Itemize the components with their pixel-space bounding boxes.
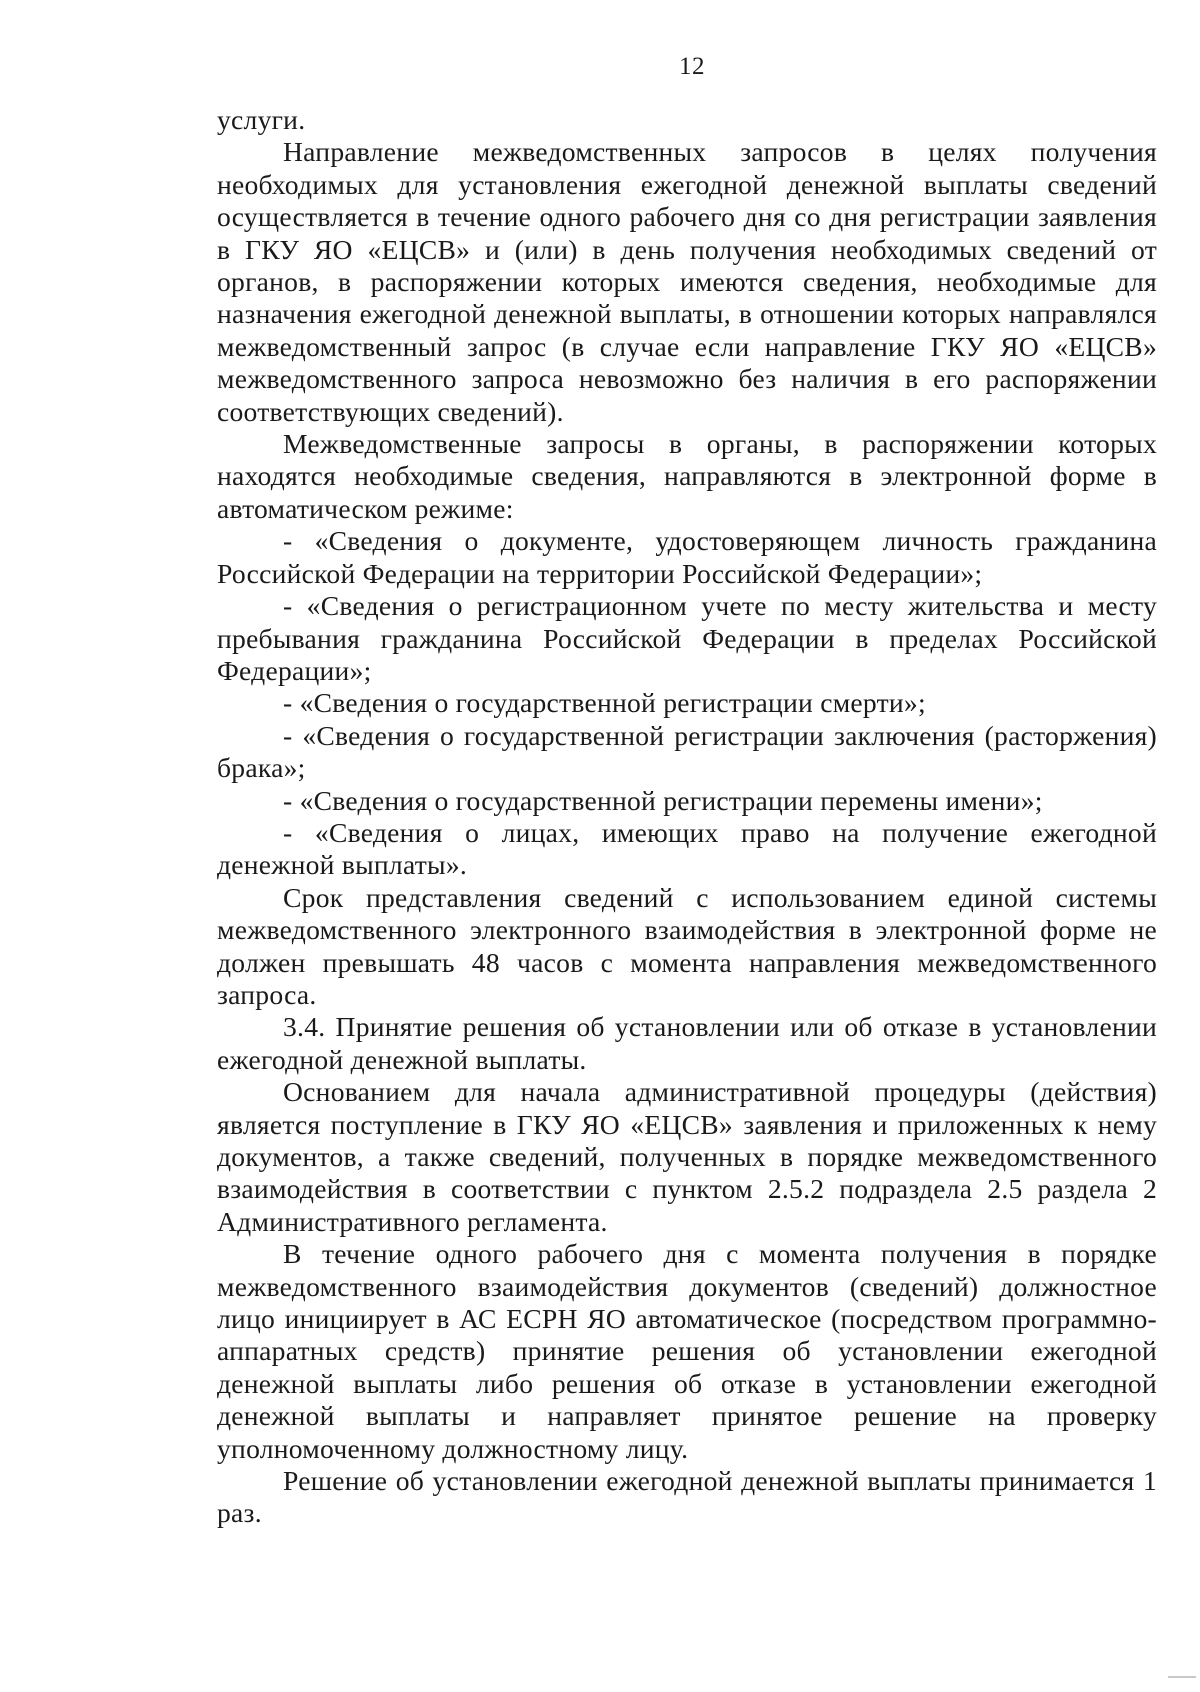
paragraph-continuation: услуги. (217, 104, 306, 135)
paragraph-decision-initiation: В течение одного рабочего дня с момента получения в порядке межведомственного взаимодействия документов (сведений) должностное лицо инициирует в АС ЕСРН ЯО автоматическое (посредством программно-аппаратных средств) принятие решения об установлении ежегодной денежной выплаты либо решения об отказе в установлении ежегодной денежной выплаты и направляет принятое решение на проверку уполномоченному должностному лицу. (217, 1238, 1157, 1464)
list-item-death-registration: - «Сведения о государственной регистрации смерти»; (283, 687, 926, 719)
list-item-eligible-persons: - «Сведения о лицах, имеющих право на получение ежегодной денежной выплаты». (217, 816, 1157, 881)
section-heading-3-4: 3.4. Принятие решения об установлении или об отказе в установлении ежегодной денежной выплаты. (217, 1011, 1157, 1075)
list-item-marriage-registration: - «Сведения о государственной регистрации заключения (расторжения) брака»; (217, 719, 1157, 784)
paragraph-procedure-basis: Основанием для начала административной процедуры (действия) является поступление в ГКУ ЯО «ЕЦСВ» заявления и приложенных к нему документов, а также сведений, полученных в порядке межведомственного взаимодействия в соответствии с пунктом 2.5.2 подраздела 2.5 раздела 2 Административного регламента. (217, 1076, 1157, 1237)
paragraph-requests-automatic: Межведомственные запросы в органы, в распоряжении которых находятся необходимые сведения, направляются в электронной форме в автоматическом режиме: (217, 428, 1157, 524)
paragraph-interagency-requests: Направление межведомственных запросов в целях получения необходимых для установления ежегодной денежной выплаты сведений осуществляется в течение одного рабочего дня со дня регистрации заявления в ГКУ ЯО «ЕЦСВ» и (или) в день получения необходимых сведений от органов, в распоряжении которых имеются сведения, необходимые для назначения ежегодной денежной выплаты, в отношении которых направлялся межведомственный запрос (в случае если направление ГКУ ЯО «ЕЦСВ» межведомственного запроса невозможно без наличия в его распоряжении соответствующих сведений). (217, 136, 1157, 427)
paragraph-response-deadline: Срок представления сведений с использованием единой системы межведомственного электронного взаимодействия в электронной форме не должен превышать 48 часов с момента направления межведомственного запроса. (217, 881, 1157, 1010)
document-body (217, 104, 1157, 1530)
paragraph-decision-once: Решение об установлении ежегодной денежной выплаты принимается 1 раз. (217, 1465, 1157, 1529)
list-item-identity-document: - «Сведения о документе, удостоверяющем личность гражданина Российской Федерации на территории Российской Федерации»; (217, 525, 1157, 589)
list-item-name-change: - «Сведения о государственной регистрации перемены имени»; (283, 784, 1043, 816)
page-number: 12 (679, 53, 705, 80)
list-item-registration-record: - «Сведения о регистрационном учете по месту жительства и месту пребывания гражданина Российской Федерации в пределах Российской Федерации»; (217, 590, 1157, 686)
scan-artifact (1168, 1676, 1196, 1678)
